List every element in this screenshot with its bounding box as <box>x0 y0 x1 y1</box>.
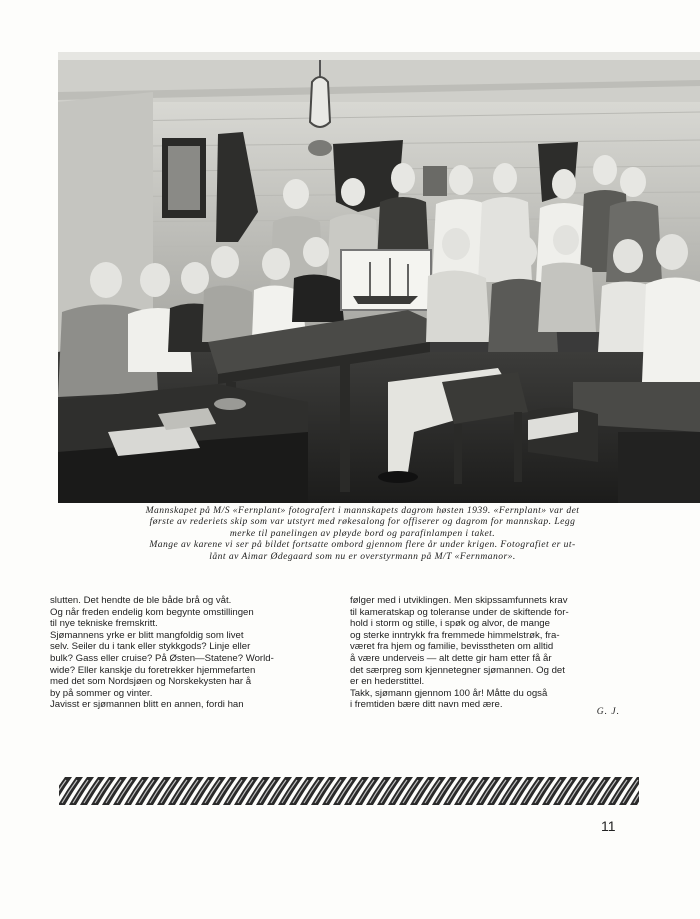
text-line: Sjømannens yrke er blitt mangfoldig som livet <box>50 629 244 641</box>
text-line: i fremtiden bære ditt navn med ære. <box>350 699 503 711</box>
text-line: og sterke inntrykk fra fremmede himmelstrøk, fra- <box>350 629 560 641</box>
text-line: det særpreg som kjennetegner sjømannen. Og det <box>350 664 565 676</box>
text-line: Javisst er sjømannen blitt en annen, fordi han <box>50 699 244 711</box>
text-line: å være underveis — alt dette gir ham etter få år <box>350 652 552 664</box>
text-line: til kameratskap og toleranse under de skiftende for- <box>350 606 569 618</box>
photo-caption <box>50 505 675 562</box>
caption-line: Mannskapet på M/S «Fernplant» fotografert i mannskapets dagrom høsten 1939. «Fernplant» var det <box>145 505 580 516</box>
page-number: 11 <box>601 818 616 834</box>
text-line: hold i storm og stille, i spøk og alvor, de mange <box>350 618 550 630</box>
text-line: slutten. Det hendte de ble både brå og våt. <box>50 595 232 606</box>
text-line: bulk? Gass eller cruise? På Østen—Statene? World- <box>50 652 274 664</box>
crew-photograph <box>58 52 700 503</box>
author-signature: G. J. <box>596 707 620 717</box>
text-line: selv. Seiler du i tank eller stykkgods? Linje eller <box>50 641 251 653</box>
caption-line: merke til panelingen av pløyde bord og parafinlampen i taket. <box>229 527 496 539</box>
text-line: med det som Nordsjøen og Norskekysten har å <box>50 676 252 688</box>
text-line: været fra hjem og familie, bevisstheten om alltid <box>350 641 554 653</box>
body-text-left-column <box>50 595 337 711</box>
caption-line: lånt av Aimar Ødegaard som nu er overstyrmann på M/T «Fernmanor». <box>209 550 516 562</box>
text-line: Takk, sjømann gjennom 100 år! Måtte du også <box>350 687 548 699</box>
caption-line: Mange av karene vi ser på bildet fortsatte ombord gjennom flere år under krigen. Fotografiet er ut- <box>149 539 576 551</box>
text-line: Og når freden endelig kom begynte omstillingen <box>50 606 254 618</box>
text-line: er en hederstittel. <box>350 676 425 688</box>
text-line: følger med i utviklingen. Men skipssamfunnets krav <box>350 595 568 606</box>
text-line: til nye tekniske fremskritt. <box>50 618 158 630</box>
body-text-right-column <box>350 595 637 711</box>
rope-divider <box>59 773 639 809</box>
crew-photograph-illustration <box>58 52 700 503</box>
text-line: by på sommer og vinter. <box>50 687 153 699</box>
caption-line: første av rederiets skip som var utstyrt med røkesalong for offiserer og dagrom for mannskap. Legg <box>149 516 576 528</box>
text-line: wide? Eller kanskje du foretrekker hjemmefarten <box>50 664 256 676</box>
